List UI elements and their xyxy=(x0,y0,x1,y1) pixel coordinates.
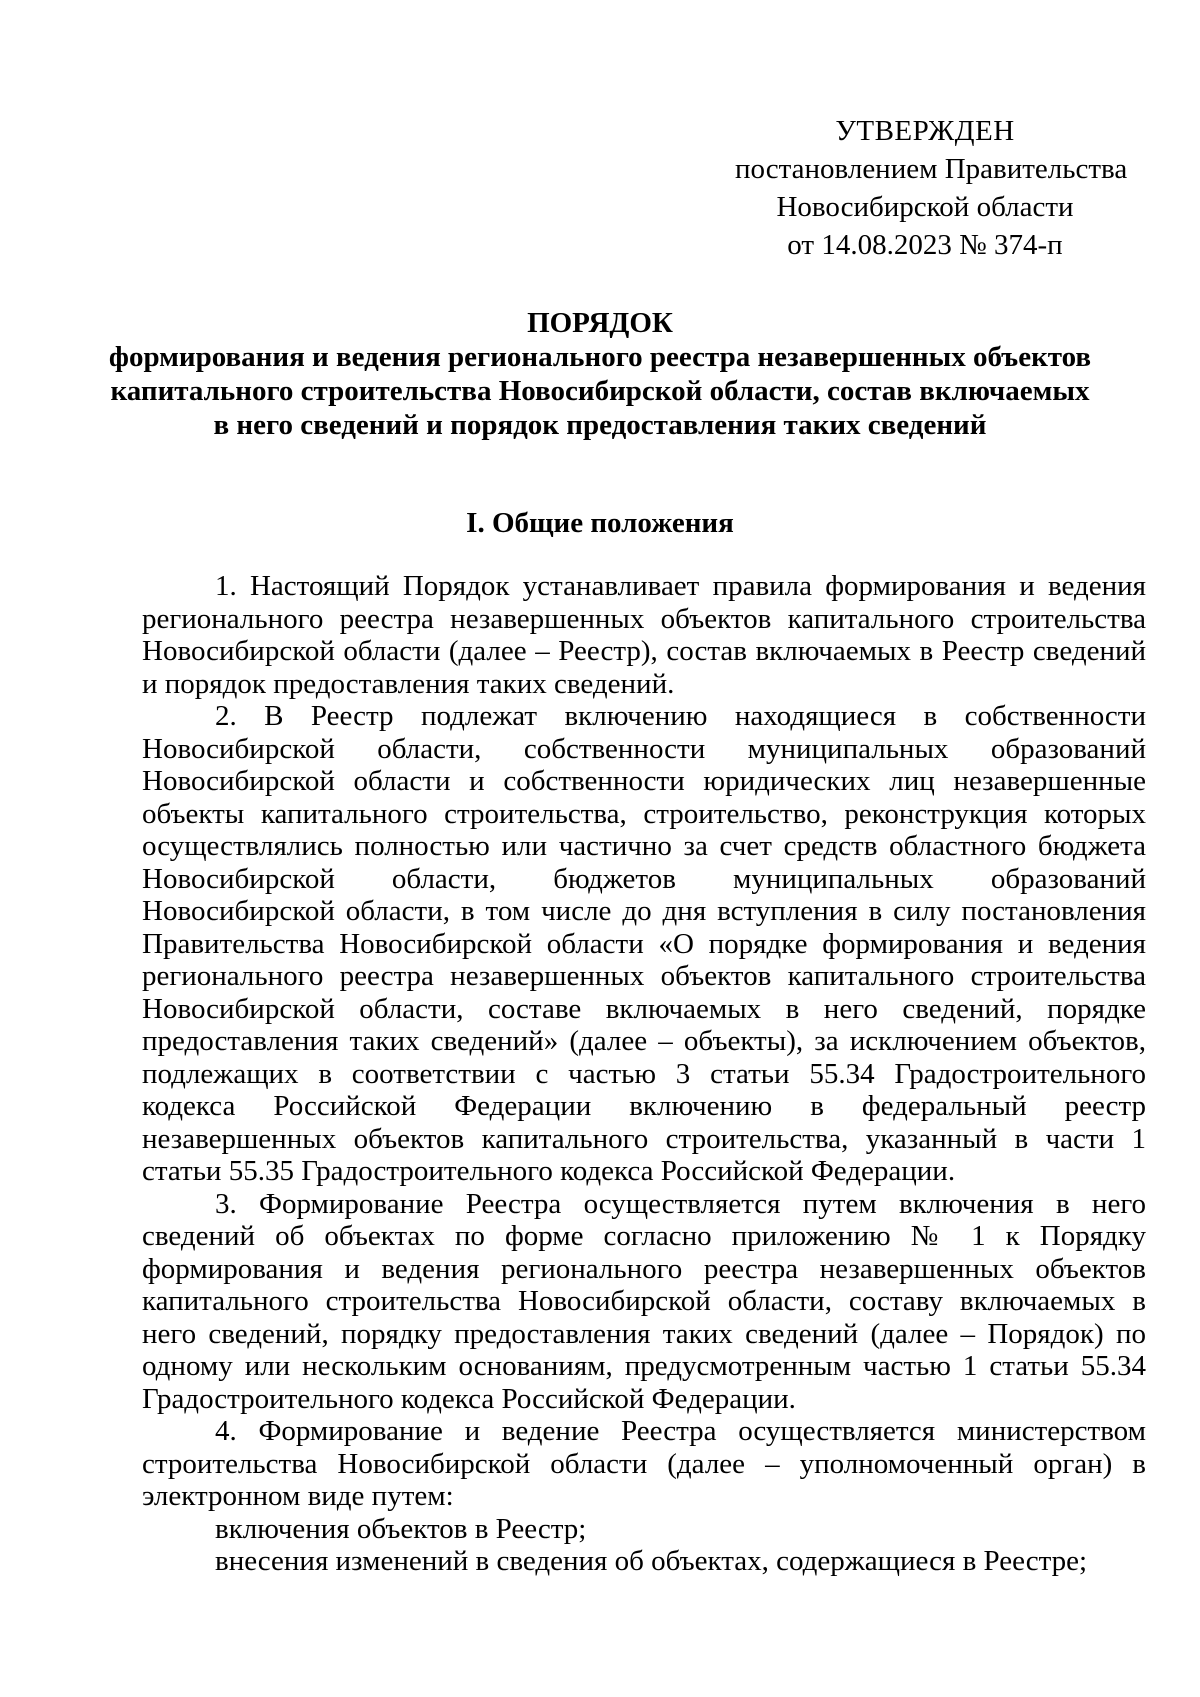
paragraph-1: 1. Настоящий Порядок устанавливает правила формирования и ведения регионального реестра незавершенных объектов капитального строительства Новосибирской области (далее – Реестр), состав включаемых в Реестр сведений и порядок предоставления таких сведений. xyxy=(142,570,1146,700)
document-title-main: ПОРЯДОК xyxy=(527,307,673,339)
paragraph-4-item-2: внесения изменений в сведения об объектах, содержащиеся в Реестре; xyxy=(215,1545,1088,1577)
paragraph-4-item-1: включения объектов в Реестр; xyxy=(215,1512,587,1545)
document-title-line-2: капитального строительства Новосибирской области, состав включаемых xyxy=(110,375,1090,407)
approval-date-number: от 14.08.2023 № 374-п xyxy=(787,229,1063,261)
paragraph-4: 4. Формирование и ведение Реестра осуществляется министерством строительства Новосибирской области (далее – уполномоченный орган) в электронном виде путем: xyxy=(142,1415,1146,1512)
approval-heading: УТВЕРЖДЕН xyxy=(835,115,1015,147)
document-title-line-3: в него сведений и порядок предоставления таких сведений xyxy=(213,409,987,441)
section-heading: I. Общие положения xyxy=(466,507,734,539)
approval-authority: постановлением Правительства xyxy=(735,153,1128,185)
paragraph-3: 3. Формирование Реестра осуществляется путем включения в него сведений об объектах по форме согласно приложению № 1 к Порядку формирования и ведения регионального реестра незавершенных объектов капитального строительства Новосибирской области, составу включаемых в него сведений, порядку предоставления таких сведений (далее – Порядок) по одному или нескольким основаниям, предусмотренным частью 1 статьи 55.34 Градостроительного кодекса Российской Федерации. xyxy=(142,1187,1146,1415)
document-title xyxy=(100,306,1100,442)
approval-region: Новосибирской области xyxy=(776,191,1074,223)
paragraph-2: 2. В Реестр подлежат включению находящиеся в собственности Новосибирской области, собственности муниципальных образований Новосибирской области и собственности юридических лиц незавершенные объекты капитального строительства, строительство, реконструкция которых осуществлялись полностью или частично за счет средств областного бюджета Новосибирской области, бюджетов муниципальных образований Новосибирской области, в том числе до дня вступления в силу постановления Правительства Новосибирской области «О порядке формирования и ведения регионального реестра незавершенных объектов капитального строительства Новосибирской области, составе включаемых в него сведений, порядке предоставления таких сведений» (далее – объекты), за исключением объектов, подлежащих в соответствии с частью 3 статьи 55.34 Градостроительного кодекса Российской Федерации включению в федеральный реестр незавершенных объектов капитального строительства, указанный в части 1 статьи 55.35 Градостроительного кодекса Российской Федерации. xyxy=(142,700,1146,1187)
document-body xyxy=(142,570,1146,1578)
approval-stamp xyxy=(735,112,1128,264)
document-title-line-1: формирования и ведения регионального реестра незавершенных объектов xyxy=(108,341,1092,373)
